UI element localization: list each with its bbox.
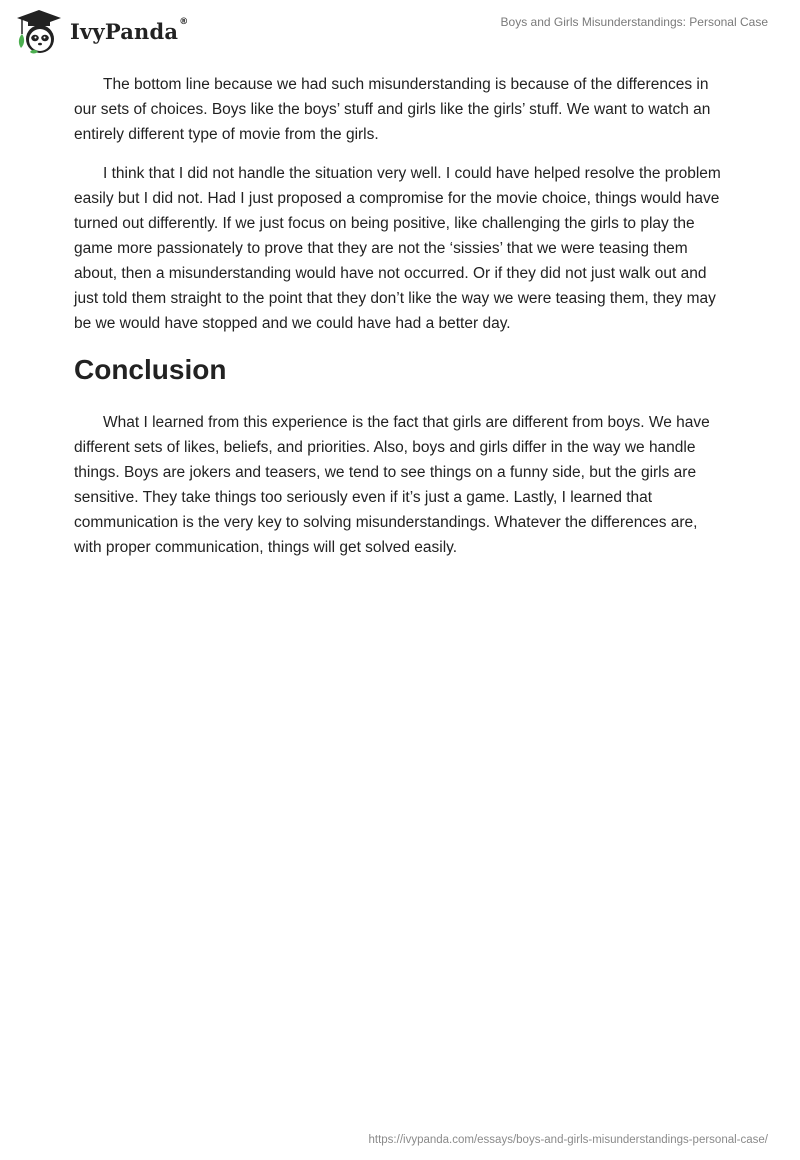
conclusion-paragraph: What I learned from this experience is the fact that girls are different from boys. We have different sets of likes, beliefs, and priorities. Also, boys and girls differ in the way we handle things. Boys are jokers and teasers, we tend to see things on a funny side, but the girls are sensitive. They take things too seriously even if it’s just a game. Lastly, I learned that communication is the very key to solving misunderstandings. Whatever the differences are, with proper communication, things will get solved easily. xyxy=(74,414,710,556)
essay-content xyxy=(74,72,726,574)
page-header xyxy=(0,0,800,60)
panda-graduate-icon xyxy=(14,8,64,56)
document-title: Boys and Girls Misunderstandings: Personal Case xyxy=(500,15,768,29)
conclusion-heading: Conclusion xyxy=(74,354,227,385)
logo-wordmark: IvyPanda® xyxy=(70,16,189,44)
ivypanda-logo[interactable] xyxy=(14,8,188,56)
body-paragraph: I think that I did not handle the situation very well. I could have helped resolve the problem easily but I did not. Had I just proposed a compromise for the movie choice, things would have turned out differently. If we just focus on being positive, like challenging the girls to play the game more passionately to prove that they are not the ‘sissies’ that we were teasing them about, then a misunderstanding would have not occurred. Or if they did not just walk out and just told them straight to the point that they don’t like the way we were teasing them, they may be we would have stopped and we could have had a better day. xyxy=(74,165,721,332)
registered-mark: ® xyxy=(179,16,189,27)
body-paragraph: The bottom line because we had such misunderstanding is because of the differences in our sets of choices. Boys like the boys’ stuff and girls like the girls’ stuff. We want to watch an entirely different type of movie from the girls. xyxy=(74,76,711,143)
source-url[interactable]: https://ivypanda.com/essays/boys-and-girls-misunderstandings-personal-case/ xyxy=(368,1134,768,1146)
